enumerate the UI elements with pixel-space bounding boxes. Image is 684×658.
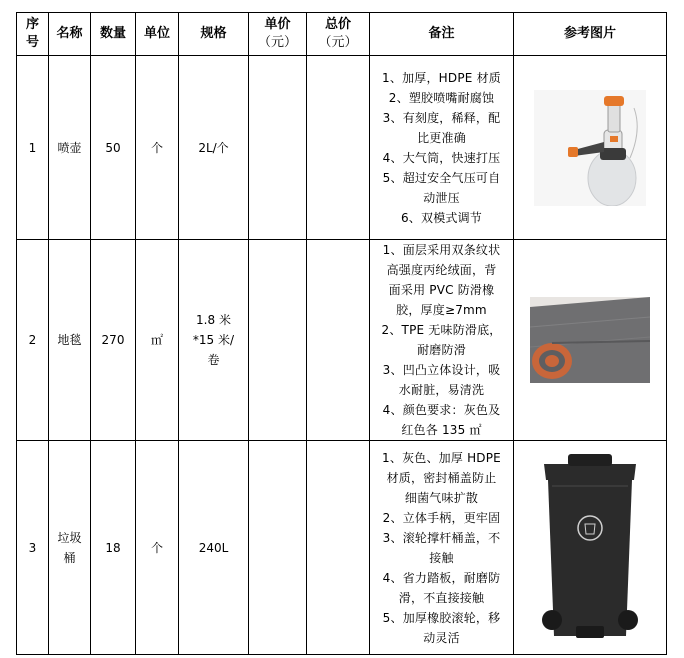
note-line: 1、面层采用双条纹状 [382, 243, 501, 257]
cell-spec: 240L [179, 441, 249, 655]
note-line: 红色各 135 ㎡ [401, 423, 482, 437]
spray-bottle-photo [534, 90, 646, 206]
note-line: 胶，厚度≥7mm [396, 303, 487, 317]
table-row [17, 56, 667, 240]
note-line: 细菌气味扩散 [404, 490, 479, 505]
header-qty: 数量 [91, 13, 136, 56]
cell-seq: 1 [17, 56, 49, 240]
carpet-roll-photo [530, 297, 650, 383]
cell-total [307, 441, 370, 655]
cell-image [514, 56, 667, 240]
cell-name [49, 441, 91, 655]
cell-spec: 2L/个 [179, 56, 249, 240]
cell-image [514, 441, 667, 655]
header-image: 参考图片 [514, 13, 667, 56]
spec-line: 1.8 米 [196, 313, 231, 327]
cell-qty: 50 [91, 56, 136, 240]
header-total: 总价 （元） [307, 13, 370, 56]
table-row [17, 240, 667, 441]
note-line: 5、超过安全气压可自 [382, 170, 501, 185]
note-line: 5、加厚橡胶滚轮，移 [382, 610, 501, 625]
note-line: 耐磨防滑 [417, 343, 466, 357]
note-line: 2、TPE 无味防滑底， [381, 323, 502, 337]
cell-unit-price [249, 240, 307, 441]
note-line: 1、灰色、加厚 HDPE [382, 450, 501, 465]
header-notes: 备注 [370, 13, 514, 56]
note-line: 4、颜色要求：灰色及 [382, 403, 501, 417]
header-unit-price: 单价 （元） [249, 13, 307, 56]
header-unit: 单位 [136, 13, 179, 56]
name-line: 桶 [63, 550, 76, 565]
cell-unit: 个 [136, 56, 179, 240]
cell-unit-price [249, 56, 307, 240]
note-line: 6、双模式调节 [400, 210, 483, 225]
note-line: 高强度丙纶绒面，背 [386, 263, 497, 277]
note-line: 动灵活 [423, 630, 460, 645]
note-line: 1、加厚，HDPE 材质 [382, 70, 501, 85]
table-row [17, 441, 667, 655]
header-row [17, 13, 667, 56]
cell-unit: ㎡ [136, 240, 179, 441]
note-line: 接触 [429, 550, 454, 565]
header-seq: 序 号 [17, 13, 49, 56]
note-line: 材质，密封桶盖防止 [386, 470, 497, 485]
note-line: 2、立体手柄，更牢固 [382, 510, 501, 525]
cell-total [307, 240, 370, 441]
cell-notes [370, 240, 514, 441]
note-line: 面采用 PVC 防滑橡 [388, 283, 495, 297]
header-name: 名称 [49, 13, 91, 56]
note-line: 4、省力踏板，耐磨防 [382, 570, 501, 585]
note-line: 3、凹凸立体设计，吸 [382, 363, 501, 377]
cell-unit: 个 [136, 441, 179, 655]
cell-spec [179, 240, 249, 441]
product-table [16, 12, 667, 655]
note-line: 3、滚轮撑杆桶盖，不 [382, 530, 501, 545]
spec-line: *15 米/ [192, 333, 235, 347]
cell-name: 喷壶 [49, 56, 91, 240]
note-line: 2、塑胶喷嘴耐腐蚀 [388, 90, 495, 105]
cell-seq: 2 [17, 240, 49, 441]
cell-seq: 3 [17, 441, 49, 655]
header-spec: 规格 [179, 13, 249, 56]
note-line: 水耐脏，易清洗 [398, 383, 485, 397]
note-line: 比更准确 [417, 130, 466, 145]
trash-bin-photo [538, 450, 642, 646]
name-line: 垃圾 [57, 530, 82, 545]
cell-qty: 18 [91, 441, 136, 655]
cell-image [514, 240, 667, 441]
note-line: 3、有刻度，稀释，配 [382, 110, 501, 125]
note-line: 4、大气筒，快速打压 [382, 150, 501, 165]
cell-total [307, 56, 370, 240]
spec-line: 卷 [207, 353, 220, 367]
cell-notes [370, 441, 514, 655]
cell-unit-price [249, 441, 307, 655]
cell-notes [370, 56, 514, 240]
note-line: 滑，不直接接触 [398, 590, 485, 605]
note-line: 动泄压 [423, 190, 460, 205]
cell-name: 地毯 [49, 240, 91, 441]
cell-qty: 270 [91, 240, 136, 441]
